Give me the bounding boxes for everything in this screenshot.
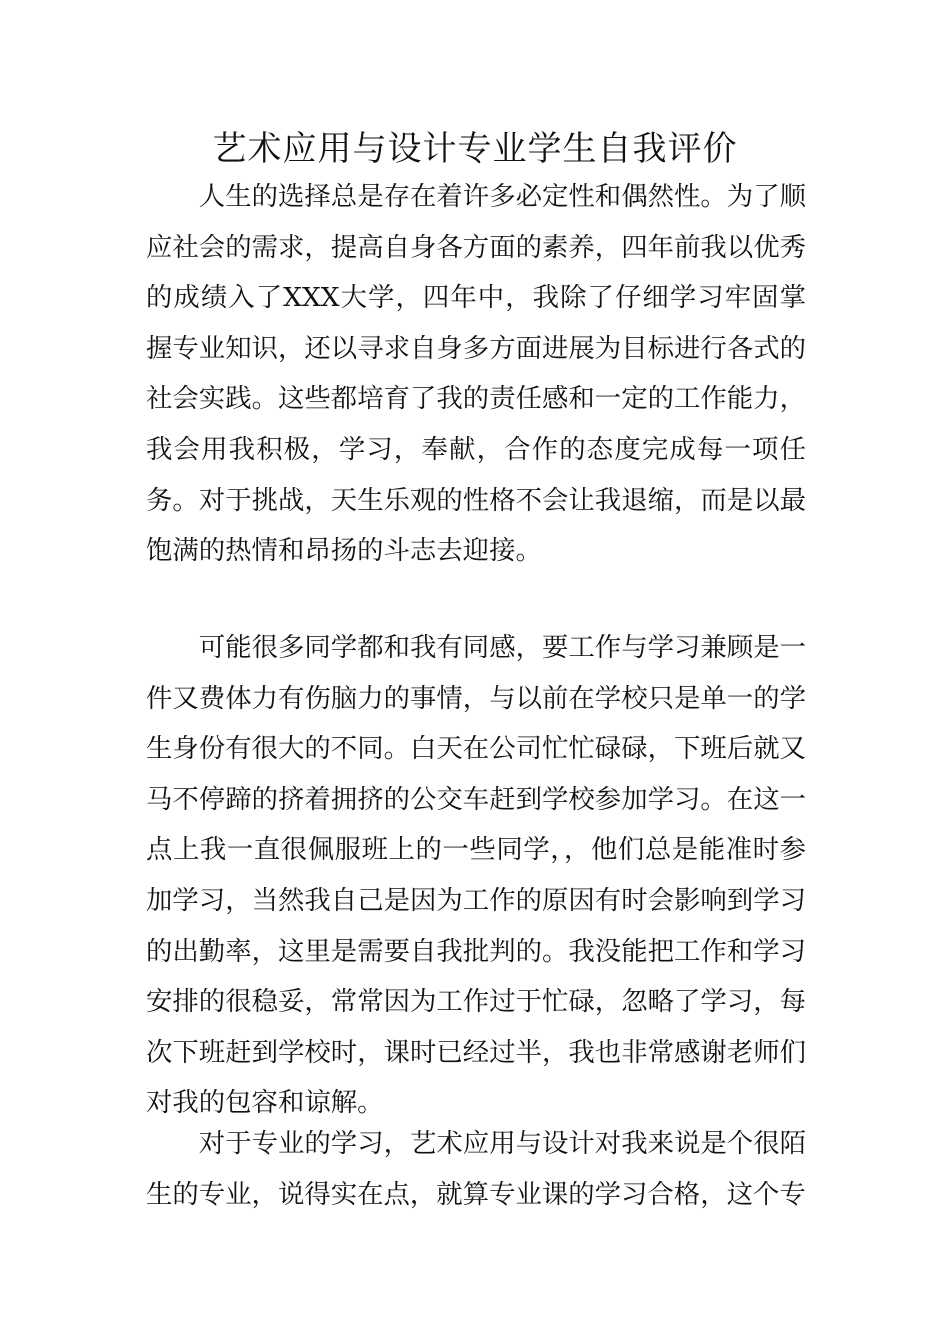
document-title: 艺术应用与设计专业学生自我评价 (212, 129, 738, 169)
paragraph-3: 对于专业的学习，艺术应用与设计对我来说是个很陌生的专业，说得实在点，就算专业课的学习合格，这个专 (146, 1128, 806, 1210)
paragraph-1: 人生的选择总是存在着许多必定性和偶然性。为了顺应社会的需求，提高自身各方面的素养，四年前我以优秀的成绩入了XXX大学，四年中，我除了仔细学习牢固掌握专业知识，还以寻求自身多方面进展为目标进行各式的社会实践。这些都培育了我的责任感和一定的工作能力，我会用我积极，学习，奉献，合作的态度完成每一项任务。对于挑战，天生乐观的性格不会让我退缩，而是以最饱满的热情和昂扬的斗志去迎接。 (146, 181, 806, 567)
paragraph-2: 可能很多同学都和我有同感，要工作与学习兼顾是一件又费体力有伤脑力的事情，与以前在学校只是单一的学生身份有很大的不同。白天在公司忙忙碌碌，下班后就又马不停蹄的挤着拥挤的公交车赶到学校参加学习。在这一点上我一直很佩服班上的一些同学，，他们总是能准时参加学习，当然我自己是因为工作的原因有时会影响到学习的出勤率，这里是需要自我批判的。我没能把工作和学习安排的很稳妥，常常因为工作过于忙碌，忽略了学习，每次下班赶到学校时，课时已经过半，我也非常感谢老师们对我的包容和谅解。 (146, 632, 806, 1119)
